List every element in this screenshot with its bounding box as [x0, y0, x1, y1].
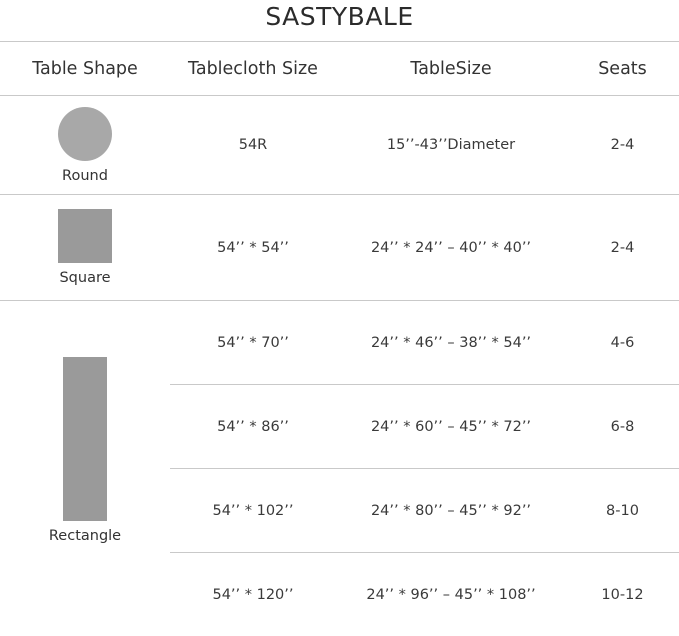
table-row: [170, 301, 679, 384]
page-title: SASTYBALE: [265, 2, 414, 31]
cell-tablecloth-size: 54R: [238, 137, 268, 153]
table-row: [170, 469, 679, 552]
table-row: [170, 195, 679, 300]
cell-seats: 2-4: [610, 239, 635, 256]
table-group-rectangle: [0, 301, 679, 636]
rows-round: [170, 96, 679, 194]
cell-table-size: 24’’ * 80’’ – 45’’ * 92’’: [370, 502, 532, 519]
cell-table-size: 24’’ * 46’’ – 38’’ * 54’’: [370, 334, 532, 351]
rows-rectangle: [170, 301, 679, 636]
cell-seats: 2-4: [610, 137, 635, 153]
square-shape-icon: [58, 209, 112, 263]
cell-tablecloth-size: 54’’ * 54’’: [217, 239, 289, 256]
cell-seats: 4-6: [610, 334, 635, 351]
column-header-table-shape: Table Shape: [32, 58, 138, 79]
cell-table-size: 15’’-43’’Diameter: [386, 137, 516, 153]
cell-tablecloth-size: 54’’ * 70’’: [217, 334, 289, 351]
cell-seats: 10-12: [601, 586, 644, 603]
shape-cell-square: [0, 195, 170, 300]
cell-tablecloth-size: 54’’ * 86’’: [217, 418, 289, 435]
shape-label-round: Round: [62, 167, 108, 184]
cell-table-size: 24’’ * 96’’ – 45’’ * 108’’: [366, 586, 536, 603]
table-group-round: [0, 96, 679, 194]
column-header-table-size: TableSize: [410, 58, 492, 79]
table-header-row: [0, 42, 679, 95]
shape-label-rectangle: Rectangle: [48, 527, 122, 544]
cell-tablecloth-size: 54’’ * 120’’: [212, 586, 294, 603]
rectangle-shape-icon: [63, 357, 107, 521]
table-row: [170, 96, 679, 194]
column-header-seats: Seats: [598, 58, 647, 79]
table-group-square: [0, 195, 679, 300]
cell-seats: 8-10: [606, 502, 639, 519]
cell-seats: 6-8: [610, 418, 635, 435]
cell-tablecloth-size: 54’’ * 102’’: [212, 502, 294, 519]
circle-shape-icon: [58, 107, 112, 161]
shape-cell-rectangle: [0, 301, 170, 599]
table-row: [170, 553, 679, 636]
cell-table-size: 24’’ * 24’’ – 40’’ * 40’’: [370, 239, 532, 256]
cell-table-size: 24’’ * 60’’ – 45’’ * 72’’: [370, 418, 532, 435]
shape-label-square: Square: [59, 270, 111, 286]
shape-cell-round: [0, 96, 170, 194]
table-row: [170, 385, 679, 468]
rows-square: [170, 195, 679, 300]
column-header-tablecloth-size: Tablecloth Size: [188, 58, 318, 79]
